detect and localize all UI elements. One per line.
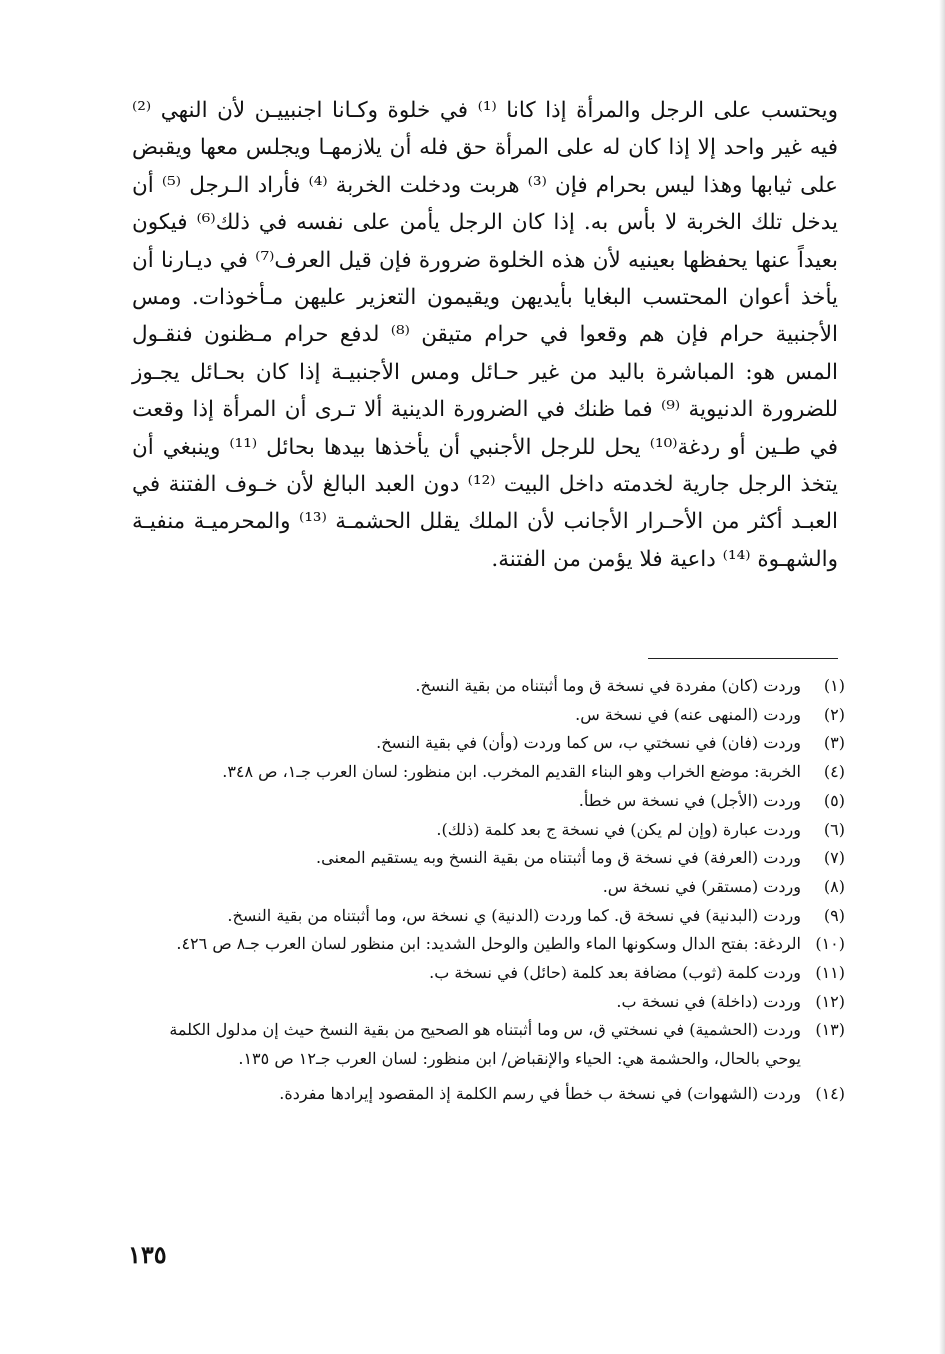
body-paragraph: ويحتسب على الرجل والمرأة إذا كانا ⁽¹⁾ في خلوة وكـانا اجنبييـن لأن النهي ⁽²⁾ فيه غير واحد إلا إذا كان له على المرأة حق فله أن يلازمهـا ويجلس معها ويقبض على ثيابها وهذا ليس بحرام فإن ⁽³⁾ هربت ودخلت الخربة ⁽⁴⁾ فأراد الـرجل ⁽⁵⁾ أن يدخل تلك الخربة لا بأس به. إذا كان الرجل يأمن على نفسه في ذلك⁽⁶⁾ فيكون بعيداً عنها يحفظها بعينيه لأن هذه الخلوة ضرورة فإن قيل العرف⁽⁷⁾ في ديـارنا أن يأخذ أعوان المحتسب البغايا بأيديهن ويقيمون التعزير عليهن مـأخوذات. ومس الأجنبية حرام فإن هم وقعوا في حرام متيقن ⁽⁸⁾ لدفع حرام مـظنون فنقـول المس هو: المباشرة باليد من غير حـائل ومس الأجنبيـة إذا كان بحـائل يجـوز للضرورة الدنيوية ⁽⁹⁾ فما ظنك في الضرورة الدينية ألا تـرى أن المرأة إذا وقعت في طـين أو ردغة⁽¹⁰⁾ يحل للرجل الأجنبي أن يأخذها بيدها بحائل ⁽¹¹⁾ وينبغي أن يتخذ الرجل جارية لخدمته داخل البيت ⁽¹²⁾ دون العبد البالغ لأن خـوف الفتنة في العبـد أكثر من الأحـرار الأجانب لأن الملك يقلل الحشمـة ⁽¹³⁾ والمحرميـة منفيـة والشهـوة ⁽¹⁴⁾ داعية فلا يؤمن من الفتنة. xyxy=(132,98,839,572)
footnote-number: (٦) xyxy=(823,819,845,839)
footnote-text: وردت (كان) مفردة في نسخة ق وما أثبتناه من بقية النسخ. xyxy=(415,676,801,695)
footnote-number: (١٢) xyxy=(815,991,845,1011)
footnotes-list xyxy=(140,672,845,1109)
footnote-text: وردت (فان) في نسختي ب، س كما وردت (وأن) في بقية النسخ. xyxy=(376,733,801,753)
main-text-block xyxy=(132,92,838,578)
footnote-item xyxy=(140,701,845,730)
footnote-text: وردت (مستقر) في نسخة س. xyxy=(602,876,801,896)
footnote-item xyxy=(140,930,845,959)
footnote-text: وردت (المنهى عنه) في نسخة س. xyxy=(575,704,801,724)
footnote-text: وردت (الشهوات) في نسخة ب خطأ في رسم الكلمة إذ المقصود إيرادها مفردة. xyxy=(279,1083,801,1103)
footnote-number: (١٣) xyxy=(815,1020,845,1040)
footnote-item xyxy=(140,1080,845,1109)
footnote-number: (١١) xyxy=(815,963,845,983)
footnote-item xyxy=(140,758,845,787)
footnote-item xyxy=(140,787,845,816)
footnote-item xyxy=(140,729,845,758)
footnote-item xyxy=(140,1016,845,1073)
footnote-item xyxy=(140,672,845,701)
footnote-item xyxy=(140,988,845,1017)
footnote-number: (٤) xyxy=(823,762,845,782)
footnote-item xyxy=(140,959,845,988)
footnote-number: (٧) xyxy=(823,848,845,868)
footnote-text: الردغة: بفتح الدال وسكونها الماء والطين والوحل الشديد: ابن منظور لسان العرب جـ٨ ص ٤٢٦. xyxy=(176,934,801,954)
page-edge-shadow xyxy=(939,0,945,1354)
footnote-text: الخربة: موضع الخراب وهو البناء القديم المخرب. ابن منظور: لسان العرب جـ١، ص ٣٤٨. xyxy=(222,762,801,782)
footnote-number: (١٠) xyxy=(815,934,845,954)
footnote-text: وردت (البدنية) في نسخة ق. كما وردت (الدنية) ي نسخة س، وما أثبتناه من بقية النسخ. xyxy=(227,905,801,925)
footnote-number: (٣) xyxy=(823,733,845,753)
footnote-number: (٩) xyxy=(823,905,845,925)
footnote-text: وردت كلمة (ثوب) مضافة بعد كلمة (حائل) في نسخة ب. xyxy=(429,963,801,983)
footnote-text: وردت (الأجل) في نسخة س خطأ. xyxy=(578,790,801,810)
footnote-item xyxy=(140,902,845,931)
footnote-text: وردت (داخلة) في نسخة ب. xyxy=(616,991,801,1011)
footnote-text: وردت عبارة (وإن لم يكن) في نسخة ج بعد كلمة (ذلك). xyxy=(436,819,801,839)
footnote-item xyxy=(140,844,845,873)
footnote-item xyxy=(140,816,845,845)
footnote-number: (١) xyxy=(823,676,845,695)
footnote-item xyxy=(140,873,845,902)
footnote-text: وردت (الحشمية) في نسختي ق، س وما أثبتناه هو الصحيح من بقية النسخ حيث إن مدلول الكلمة يوحي بالحال، والحشمة هي: الحياء والإنقباض/ ابن منظور: لسان العرب جـ١٢ ص ١٣٥. xyxy=(169,1020,801,1069)
footnote-divider xyxy=(648,658,838,659)
footnote-number: (٥) xyxy=(823,790,845,810)
footnote-text: وردت (العرفة) في نسخة ق وما أثبتناه من بقية النسخ وبه يستقيم المعنى. xyxy=(316,848,801,868)
page-number: ١٣٥ xyxy=(128,1240,167,1269)
footnote-number: (١٤) xyxy=(815,1083,845,1103)
footnote-number: (٨) xyxy=(823,876,845,896)
footnote-number: (٢) xyxy=(823,704,845,724)
